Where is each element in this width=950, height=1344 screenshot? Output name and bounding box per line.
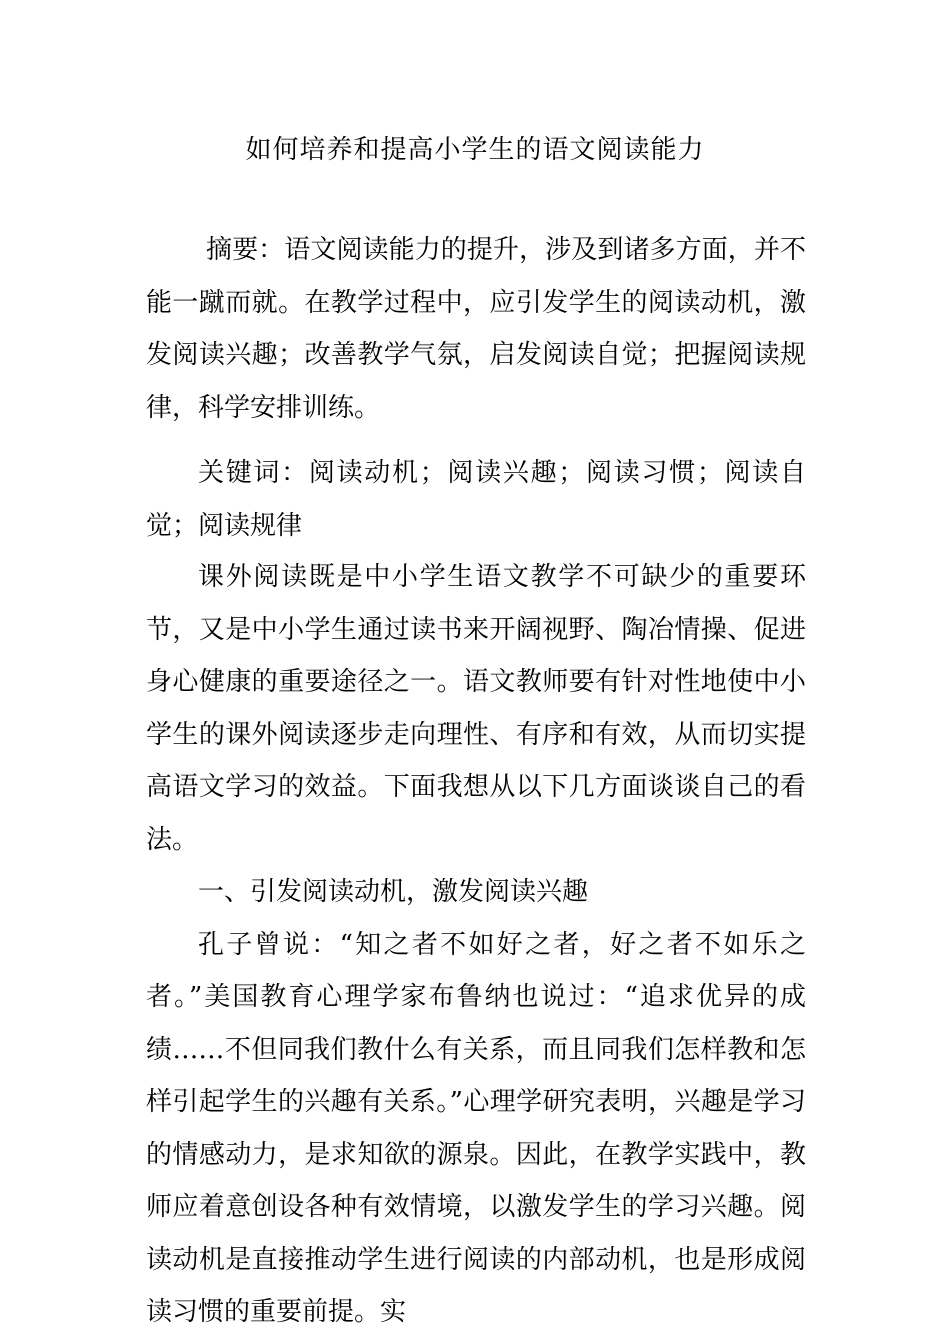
document-title: 如何培养和提高小学生的语文阅读能力	[245, 135, 705, 165]
section-heading-1: 一、引发阅读动机，激发阅读兴趣	[198, 877, 589, 907]
keywords-paragraph: 关键词：阅读动机；阅读兴趣；阅读习惯；阅读自觉；阅读规律	[146, 458, 806, 541]
abstract-paragraph: 摘要：语文阅读能力的提升，涉及到诸多方面，并不能一蹴而就。在教学过程中，应引发学生的阅读动机，激发阅读兴趣；改善教学气氛，启发阅读自觉；把握阅读规律，科学安排训练。	[146, 235, 806, 423]
body-paragraph-2: 孔子曾说：“知之者不如好之者，好之者不如乐之者。”美国教育心理学家布鲁纳也说过：“追求优异的成绩……不但同我们教什么有关系，而且同我们怎样教和怎样引起学生的兴趣有关系。”心理学研究表明，兴趣是学习的情感动力，是求知欲的源泉。因此，在教学实践中，教师应着意创设各种有效情境，以激发学生的学习兴趣。阅读动机是直接推动学生进行阅读的内部动机，也是形成阅读习惯的重要前提。实	[146, 929, 806, 1327]
body-section	[146, 551, 806, 1339]
body-paragraph-1: 课外阅读既是中小学生语文教学不可缺少的重要环节，又是中小学生通过读书来开阔视野、陶冶情操、促进身心健康的重要途径之一。语文教师要有针对性地使中小学生的课外阅读逐步走向理性、有序和有效，从而切实提高语文学习的效益。下面我想从以下几方面谈谈自己的看法。	[146, 562, 806, 855]
keywords-section	[146, 447, 806, 552]
abstract-section	[146, 224, 806, 434]
